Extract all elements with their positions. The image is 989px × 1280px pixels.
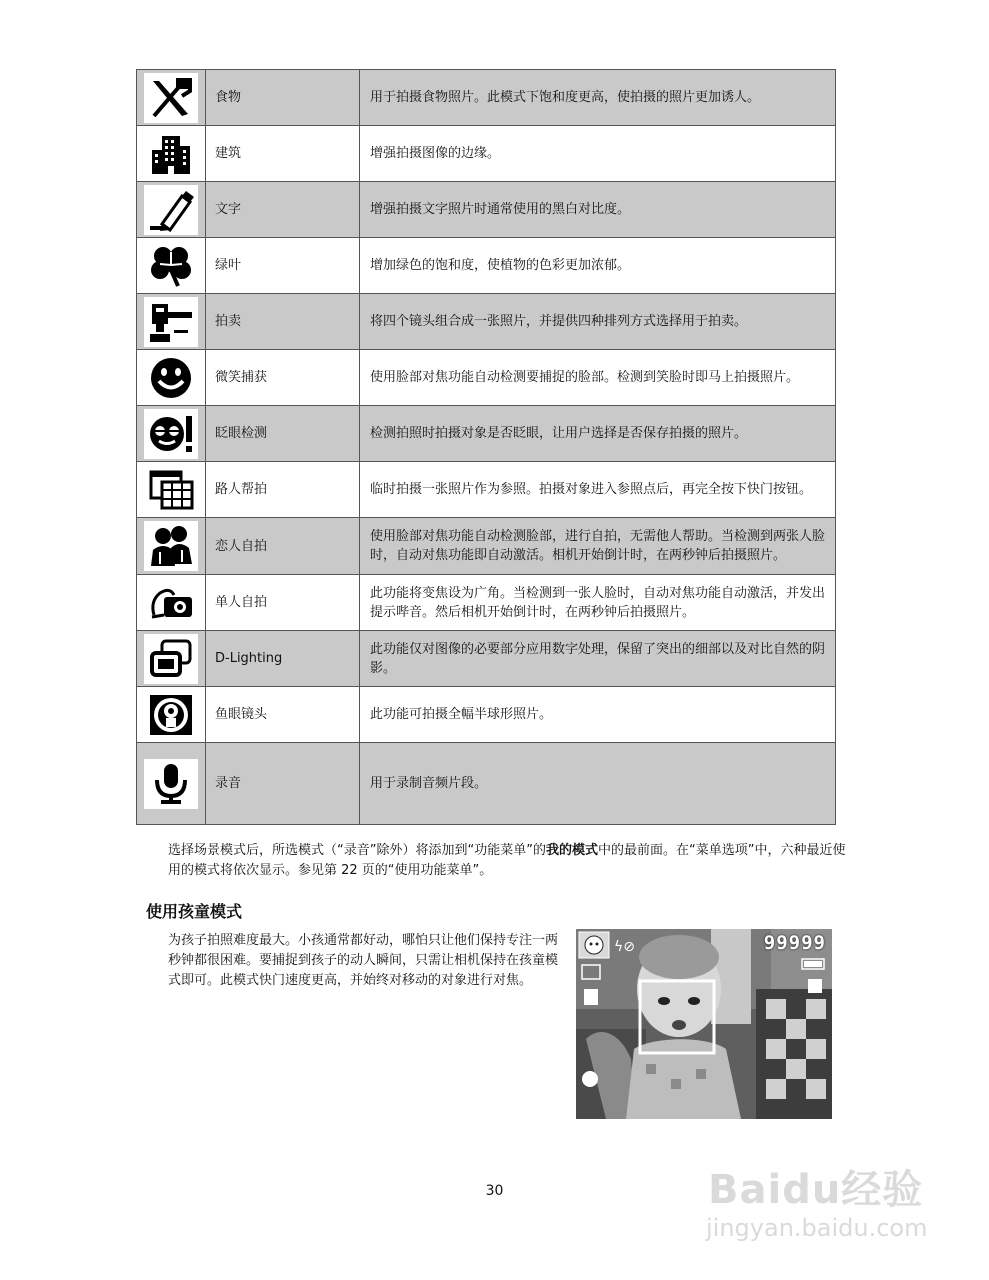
scene-mode-icon-cell xyxy=(137,575,206,631)
scene-mode-icon-cell xyxy=(137,687,206,743)
scene-mode-name: 食物 xyxy=(206,70,360,126)
note-text-1: 选择场景模式后，所选模式（“录音”除外）将添加到“功能菜单”的 xyxy=(168,843,546,858)
scene-mode-name: 录音 xyxy=(206,743,360,825)
scene-mode-row xyxy=(137,743,836,825)
kid-mode-paragraph: 为孩子拍照难度最大。小孩通常都好动，哪怕只让他们保持专注一两秒钟都很困难。要捕捉到孩子的动人瞬间，只需让相机保持在孩童模式即可。此模式快门速度更高，并始终对移动的对象进行对焦。 xyxy=(168,933,559,988)
scene-mode-name: 拍卖 xyxy=(206,294,360,350)
scene-mode-description: 此功能可拍摄全幅半球形照片。 xyxy=(360,687,836,743)
scene-mode-name: 建筑 xyxy=(206,126,360,182)
building-icon xyxy=(144,129,198,179)
scene-mode-row xyxy=(137,575,836,631)
page-number: 30 xyxy=(485,1183,504,1199)
shots-remaining-counter: 99999 xyxy=(763,932,826,954)
assist-frame-icon xyxy=(144,465,198,515)
scene-mode-description: 此功能将变焦设为广角。当检测到一张人脸时，自动对焦功能自动激活，并发出提示哔音。然后相机开始倒计时，在两秒钟后拍摄照片。 xyxy=(360,575,836,631)
scene-mode-icon-cell xyxy=(137,518,206,575)
scene-mode-icon-cell xyxy=(137,743,206,825)
scene-mode-row xyxy=(137,631,836,687)
scene-mode-description: 使用脸部对焦功能自动检测脸部，进行自拍，无需他人帮助。当检测到两张人脸时，自动对焦功能即自动激活。相机开始倒计时，在两秒钟后拍摄照片。 xyxy=(360,518,836,575)
smile-face-icon xyxy=(144,353,198,403)
camera-screen-illustration xyxy=(576,929,832,1119)
scene-mode-name: 恋人自拍 xyxy=(206,518,360,575)
scene-mode-name: 文字 xyxy=(206,182,360,238)
scene-mode-note xyxy=(168,841,858,881)
scene-mode-description: 使用脸部对焦功能自动检测要捕捉的脸部。检测到笑脸时即马上拍摄照片。 xyxy=(360,350,836,406)
scene-mode-icon-cell xyxy=(137,462,206,518)
section-title: 使用孩童模式 xyxy=(146,902,243,921)
scene-mode-row xyxy=(137,294,836,350)
scene-mode-description: 增强拍摄图像的边缘。 xyxy=(360,126,836,182)
scene-mode-row xyxy=(137,238,836,294)
scene-mode-icon-cell xyxy=(137,70,206,126)
scene-mode-icon-cell xyxy=(137,350,206,406)
scene-mode-name: 路人帮拍 xyxy=(206,462,360,518)
scene-mode-description: 用于拍摄食物照片。此模式下饱和度更高，使拍摄的照片更加诱人。 xyxy=(360,70,836,126)
flash-off-icon: ϟ⊘ xyxy=(614,939,635,955)
note-bold-my-mode: 我的模式 xyxy=(545,843,598,858)
scene-mode-name: 单人自拍 xyxy=(206,575,360,631)
scene-mode-name: 微笑捕获 xyxy=(206,350,360,406)
pencil-icon xyxy=(144,185,198,235)
scene-mode-icon-cell xyxy=(137,294,206,350)
scene-mode-icon-cell xyxy=(137,631,206,687)
scene-mode-row xyxy=(137,126,836,182)
auction-hammer-icon xyxy=(144,297,198,347)
microphone-icon xyxy=(144,759,198,809)
scene-mode-description: 用于录制音频片段。 xyxy=(360,743,836,825)
scene-mode-description: 将四个镜头组合成一张照片，并提供四种排列方式选择用于拍卖。 xyxy=(360,294,836,350)
scene-mode-description: 此功能仅对图像的必要部分应用数字处理，保留了突出的细部以及对比自然的阴影。 xyxy=(360,631,836,687)
scene-mode-description: 临时拍摄一张照片作为参照。拍摄对象进入参照点后，再完全按下快门按钮。 xyxy=(360,462,836,518)
scene-mode-name: 眨眼检测 xyxy=(206,406,360,462)
blink-detect-icon xyxy=(144,409,198,459)
scene-mode-name: 鱼眼镜头 xyxy=(206,687,360,743)
scene-mode-row xyxy=(137,462,836,518)
scene-mode-table xyxy=(136,69,836,825)
scene-mode-icon-cell xyxy=(137,406,206,462)
scene-mode-row xyxy=(137,518,836,575)
scene-mode-description: 增加绿色的饱和度，使植物的色彩更加浓郁。 xyxy=(360,238,836,294)
scene-mode-description: 增强拍摄文字照片时通常使用的黑白对比度。 xyxy=(360,182,836,238)
scene-mode-row xyxy=(137,350,836,406)
d-lighting-icon xyxy=(144,634,198,684)
note-text-2: 中的最前面。在“菜单选项”中，六种最近使用的模式将依次显示。参见第 22 页的“使用功能菜单”。 xyxy=(168,843,846,878)
scene-mode-row xyxy=(137,687,836,743)
baidu-watermark xyxy=(700,1152,940,1262)
couple-self-icon xyxy=(144,521,198,571)
scene-mode-row xyxy=(137,182,836,238)
clover-icon xyxy=(144,241,198,291)
scene-mode-icon-cell xyxy=(137,126,206,182)
scene-mode-row xyxy=(137,70,836,126)
scene-mode-name: 绿叶 xyxy=(206,238,360,294)
scene-mode-row xyxy=(137,406,836,462)
scene-mode-name: D-Lighting xyxy=(206,631,360,687)
self-camera-icon xyxy=(144,578,198,628)
scene-mode-description: 检测拍照时拍摄对象是否眨眼，让用户选择是否保存拍摄的照片。 xyxy=(360,406,836,462)
baidu-watermark-url: jingyan.baidu.com xyxy=(706,1214,928,1242)
fisheye-icon xyxy=(144,690,198,740)
scene-mode-icon-cell xyxy=(137,238,206,294)
scene-mode-icon-cell xyxy=(137,182,206,238)
baidu-watermark-logo: Baidu经验 xyxy=(708,1167,924,1213)
camera-preview-photo xyxy=(576,929,832,1119)
fork-knife-icon xyxy=(144,73,198,123)
